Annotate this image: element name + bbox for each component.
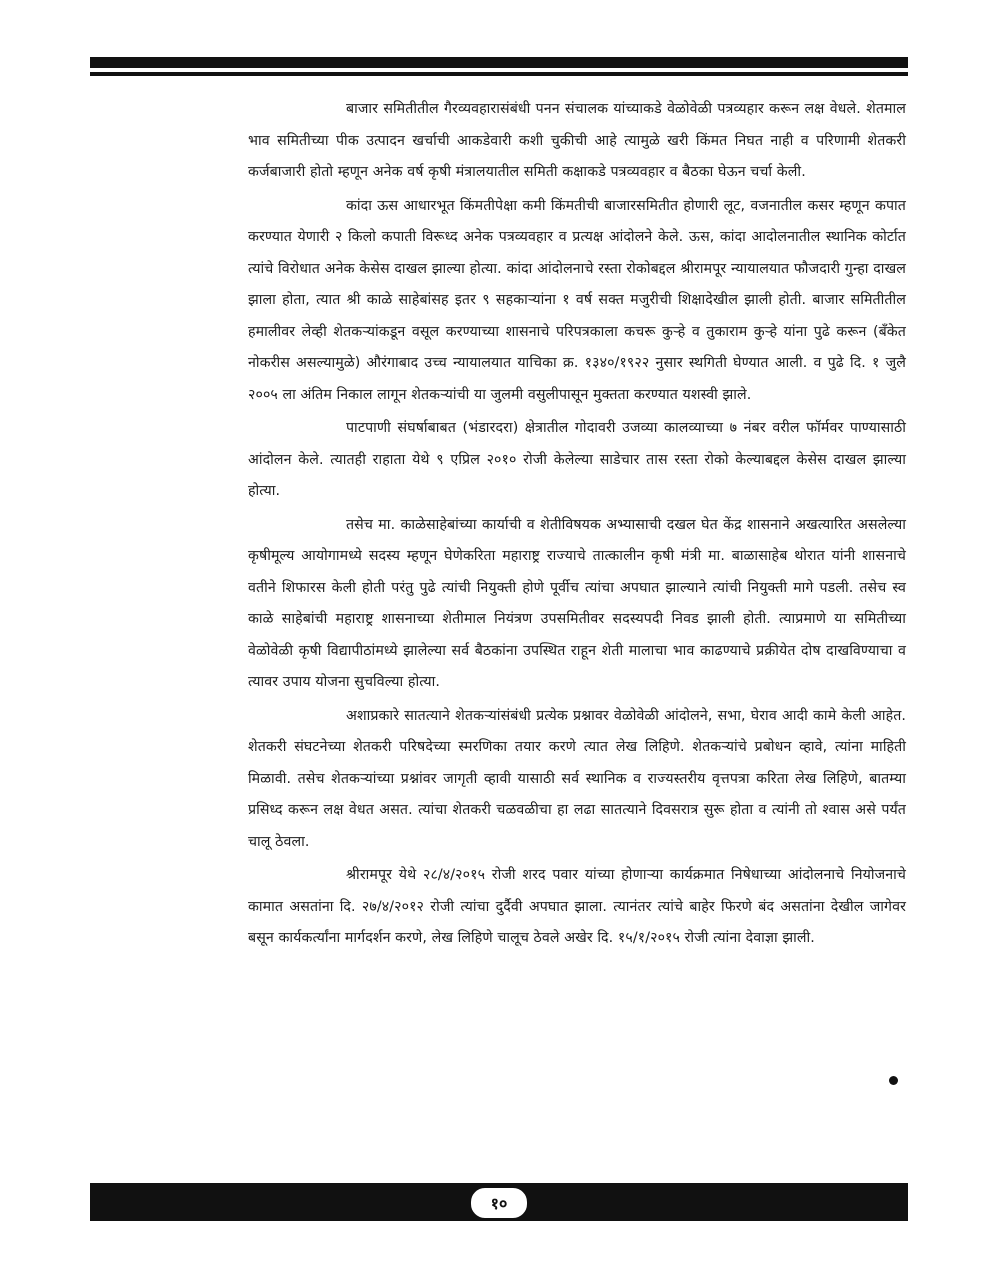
paragraph-continuous-agitation: अशाप्रकारे सातत्याने शेतकऱ्यांसंबंधी प्रत्येक प्रश्नावर वेळोवेळी आंदोलने, सभा, घेराव आदी कामे केली आहेत. शेतकरी संघटनेच्या शेतकरी परिषदेच्या स्मरणिका तयार करणे त्यात लेख लिहिणे. शेतकऱ्यांचे प्रबोधन व्हावे, त्यांना माहिती मिळावी. तसेच शेतकऱ्यांच्या प्रश्नांवर जागृती व्हावी यासाठी सर्व स्थानिक व राज्यस्तरीय वृत्तपत्रा करिता लेख लिहिणे, बातम्या प्रसिध्द करून लक्ष वेधत असत. त्यांचा शेतकरी चळवळीचा हा लढा सातत्याने दिवसरात्र सुरू होता व त्यांनी तो श्वास असे पर्यंत चालू ठेवला. — [248, 707, 906, 850]
paragraph-onion-sugarcane-agitation: कांदा ऊस आधारभूत किंमतीपेक्षा कमी किंमतीची बाजारसमितीत होणारी लूट, वजनातील कसर म्हणून कपात करण्यात येणारी २ किलो कपाती विरूध्द अनेक पत्रव्यवहार व प्रत्यक्ष आंदोलने केले. ऊस, कांदा आदोलनातील स्थानिक कोर्टात त्यांचे विरोधात अनेक केसेस दाखल झाल्या होत्या. कांदा आंदोलनाचे रस्ता रोकोबद्दल श्रीरामपूर न्यायालयात फौजदारी गुन्हा दाखल झाला होता, त्यात श्री काळे साहेबांसह इतर ९ सहकाऱ्यांना १ वर्ष सक्त मजुरीची शिक्षादेखील झाली होती. बाजार समितीतील हमालीवर लेव्ही शेतकऱ्यांकडून वसूल करण्याच्या शासनाचे परिपत्रकाला कचरू कुऱ्हे व तुकाराम कुऱ्हे यांना पुढे करून (बँकेत नोकरीस असल्यामुळे) औरंगाबाद उच्च न्यायालयात याचिका क्र. १३४०/१९२२ नुसार स्थगिती घेण्यात आली. व पुढे दि. १ जुलै २००५ ला अंतिम निकाल लागून शेतकऱ्यांची या जुलमी वसुलीपासून मुक्तता करण्यात यशस्वी झाले. — [248, 197, 906, 403]
article-body — [248, 94, 906, 957]
paragraph-market-committee: बाजार समितीतील गैरव्यवहारासंबंधी पनन संचालक यांच्याकडे वेळोवेळी पत्रव्यहार करून लक्ष वेधले. शेतमाल भाव समितीच्या पीक उत्पादन खर्चाची आकडेवारी कशी चुकीची आहे त्यामुळे खरी किंमत निघत नाही व परिणामी शेतकरी कर्जबाजारी होतो म्हणून अनेक वर्ष कृषी मंत्रालयातील समिती कक्षाकडे पत्रव्यवहार व बैठका घेऊन चर्चा केली. — [248, 101, 906, 180]
page-number: १० — [470, 1187, 528, 1219]
paragraph-agri-price-commission: तसेच मा. काळेसाहेबांच्या कार्याची व शेतीविषयक अभ्यासाची दखल घेत केंद्र शासनाने अखत्यारित असलेल्या कृषीमूल्य आयोगामध्ये सदस्य म्हणून घेणेकरिता महाराष्ट्र राज्याचे तात्कालीन कृषी मंत्री मा. बाळासाहेब थोरात यांनी शासनाचे वतीने शिफारस केली होती परंतु पुढे त्यांची नियुक्ती होणे पूर्वीच त्यांचा अपघात झाल्याने त्यांची नियुक्ती मागे पडली. तसेच स्व काळे साहेबांची महाराष्ट्र शासनाच्या शेतीमाल नियंत्रण उपसमितीवर सदस्यपदी निवड झाली होती. त्याप्रमाणे या समितीच्या वेळोवेळी कृषी विद्यापीठांमध्ये झालेल्या सर्व बैठकांना उपस्थित राहून शेती मालाचा भाव काढण्याचे प्रक्रीयेत दोष दाखविण्याचा व त्यावर उपाय योजना सुचविल्या होत्या. — [248, 516, 906, 690]
end-of-text-bullet-icon — [889, 1076, 898, 1085]
paragraph-water-struggle: पाटपाणी संघर्षाबाबत (भंडारदरा) क्षेत्रातील गोदावरी उजव्या कालव्याच्या ७ नंबर वरील फॉर्मवर पाण्यासाठी आंदोलन केले. त्यातही राहाता येथे ९ एप्रिल २०१० रोजी केलेल्या साडेचार तास रस्ता रोको केल्याबद्दल केसेस दाखल झाल्या होत्या. — [248, 420, 906, 499]
header-rule-thick — [90, 57, 908, 68]
header-rule-thin — [90, 72, 908, 76]
paragraph-accident-and-demise: श्रीरामपूर येथे २८/४/२०१५ रोजी शरद पवार यांच्या होणाऱ्या कार्यक्रमात निषेधाच्या आंदोलनाचे नियोजनाचे कामात असतांना दि. २७/४/२०१२ रोजी त्यांचा दुर्दैवी अपघात झाला. त्यानंतर त्यांचे बाहेर फिरणे बंद असतांना देखील जागेवर बसून कार्यकर्त्यांना मार्गदर्शन करणे, लेख लिहिणे चालूच ठेवले अखेर दि. १५/१/२०१५ रोजी त्यांना देवाज्ञा झाली. — [248, 867, 906, 946]
